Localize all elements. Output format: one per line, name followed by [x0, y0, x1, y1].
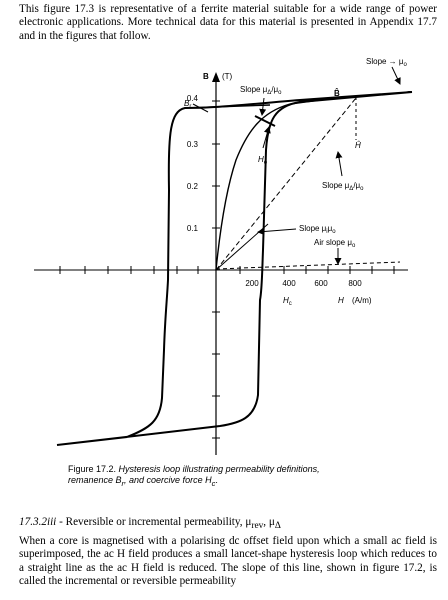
air-slope-label: Air slope $\mu_o$	[314, 238, 356, 249]
slope-inf-label: Slope → $\mu_o$	[366, 57, 407, 68]
y-tick-label: 0.3	[186, 140, 198, 149]
slope-inf-arrow	[392, 67, 400, 84]
y-axis-unit: (T)	[222, 72, 233, 81]
figure-caption	[68, 464, 418, 489]
y-tick-label: 0.1	[186, 224, 198, 233]
x-tick-label: 600	[314, 279, 328, 288]
slope-delta-arrow	[262, 98, 264, 115]
caption-line-2: remanence B	[68, 475, 122, 485]
caption-sub-r: r	[121, 478, 125, 488]
slope-hat-arrow	[338, 152, 342, 176]
section-title: - Reversible or incremental permeability, μ	[56, 516, 252, 528]
caption-line-1: Hysteresis loop illustrating permeability definitions,	[118, 464, 320, 474]
intro-paragraph: This figure 17.3 is representative of a ferrite material suitable for a wide range of power electronic applications. More technical data for this material is presented in Appendix 17.7 and in the figures that follow.	[19, 3, 437, 42]
caption-label: Figure 17.2.	[68, 464, 117, 474]
x-tick-label: 200	[245, 279, 259, 288]
y-tick-label: 0.2	[186, 182, 198, 191]
x-axis-symbol: H	[338, 296, 344, 305]
h-hat-label: Ĥ	[355, 141, 361, 150]
section-title-tail: , μ	[263, 516, 275, 528]
slope-delta-label: Slope $\mu_\Delta/\mu_o$	[240, 85, 282, 96]
y-tick-label: 0.4	[186, 94, 198, 103]
x-tick-label: 400	[282, 279, 296, 288]
y-axis-arrow	[212, 72, 220, 82]
section-heading	[19, 516, 281, 531]
y-axis-symbol: B	[203, 72, 209, 81]
x-axis-unit: (A/m)	[352, 296, 372, 305]
section-title-tail-sub: Δ	[274, 521, 281, 532]
caption-line-3: , and coercive force H	[124, 475, 212, 485]
body-paragraph: When a core is magnetised with a polarising dc offset field upon which a small ac field is superimposed, the ac H field produces a small lancet-shape hysteresis loop which reduces to a straight line as the ac H field is reduced. The slope of this line, shown in figure 17.2, is called the incremental or reversible permeability	[19, 535, 437, 588]
slope-initial-label: Slope $\mu_i\mu_o$	[299, 224, 336, 235]
b-hat-label: B̂	[334, 89, 340, 98]
section-number: 17.3.2iii	[19, 516, 57, 528]
h0-label: $H_o$	[258, 155, 268, 166]
caption-sub-c: c	[211, 478, 216, 488]
initial-slope-line	[216, 224, 268, 270]
coercive-label: $H_c$	[283, 296, 292, 307]
caption-end: .	[215, 475, 218, 485]
slope-hat-label: Slope $\mu_\Delta/\mu_o$	[322, 181, 364, 192]
remanence-label: $B_r$	[184, 99, 192, 110]
x-tick-label: 800	[348, 279, 362, 288]
initial-magnetisation-curve	[216, 100, 320, 270]
section-title-sub: rev	[251, 521, 264, 532]
